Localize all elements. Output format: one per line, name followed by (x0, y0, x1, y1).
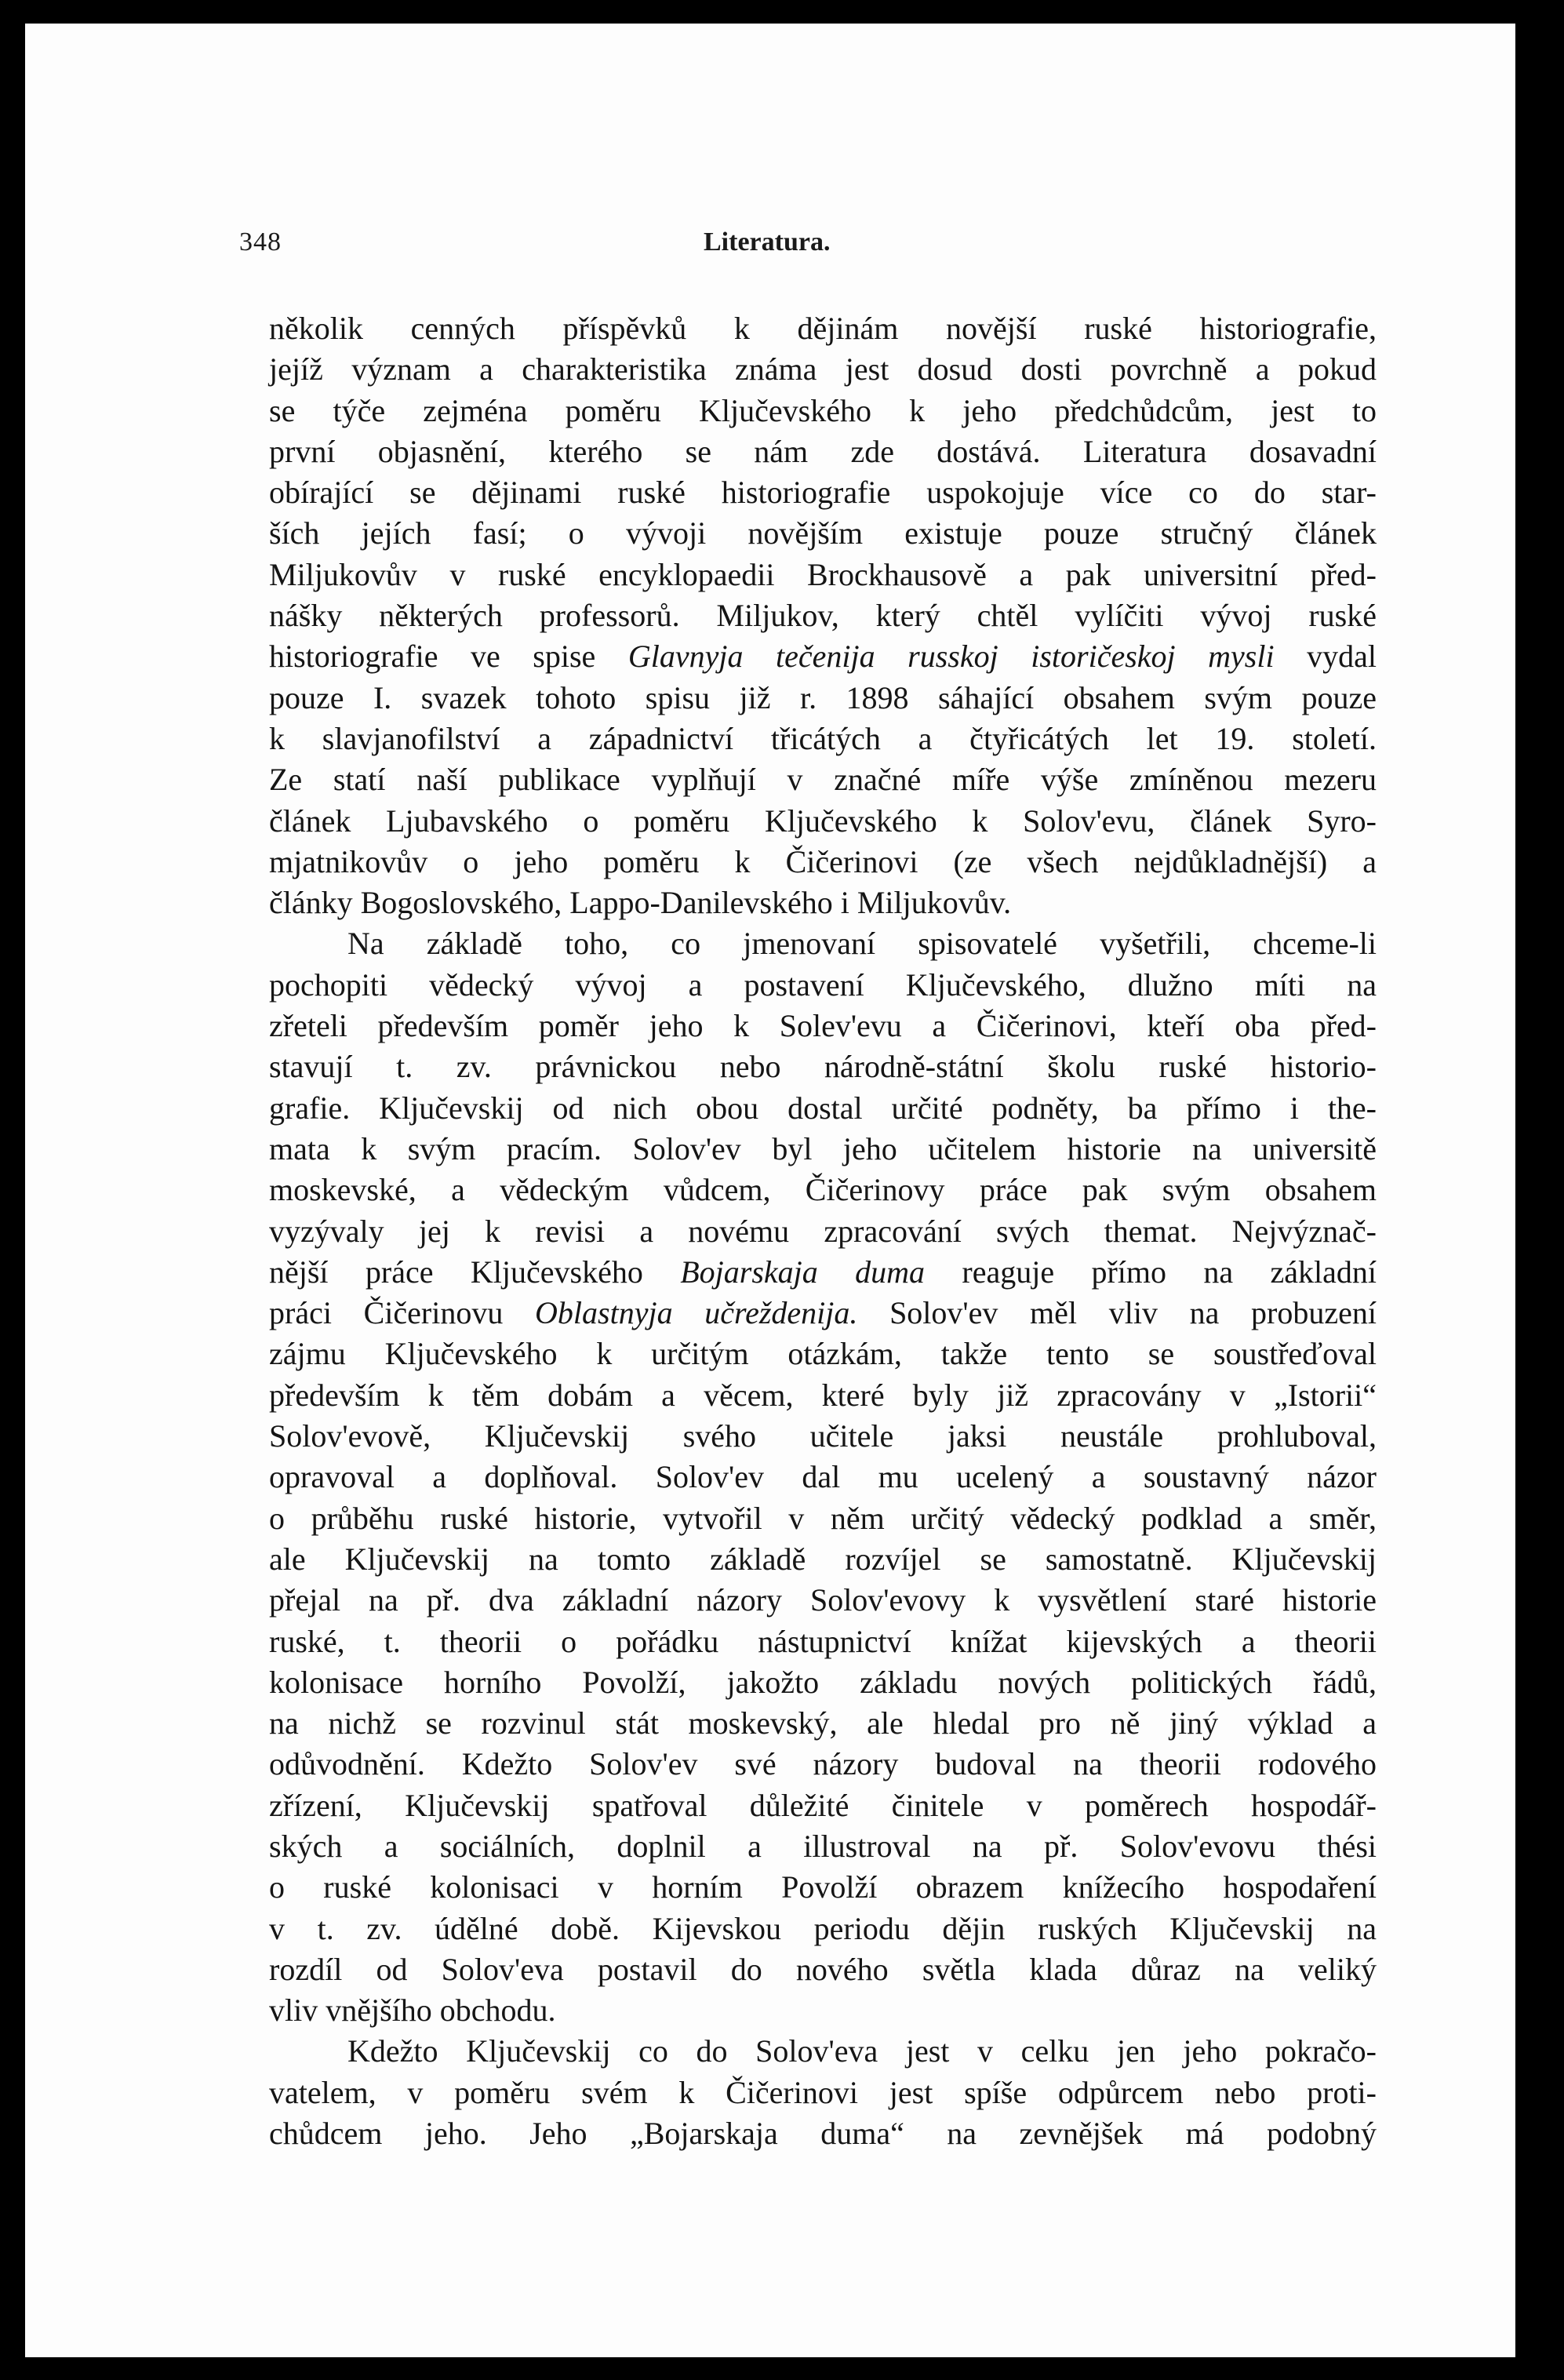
text-line: mjatnikovův o jeho poměru k Čičerinovi (ze všech nejdůkladnější) a (269, 843, 1377, 879)
page-number: 348 (239, 227, 282, 257)
scan-border (1515, 0, 1564, 2380)
text-line: pochopiti vědecký vývoj a postavení Ključevského, dlužno míti na (269, 966, 1377, 1003)
text-line: obírající se dějinami ruské historiografie uspokojuje více co do star- (269, 475, 1377, 511)
book-title: Oblastnyja učreždenija. (535, 1295, 858, 1331)
text-segment: historiografie ve spise (269, 639, 628, 675)
page-header (239, 227, 1377, 267)
text-line: jejíž význam a charakteristika známa jest dosud dosti povrchně a pokud (269, 351, 1377, 388)
text-line: zájmu Ključevského k určitým otázkám, takže tento se soustřeďoval (269, 1336, 1377, 1372)
running-title: Literatura. (704, 227, 831, 257)
text-line: o průběhu ruské historie, vytvořil v něm určitý vědecký podklad a směr, (269, 1500, 1377, 1536)
text-line: vyzývaly jej k revisi a novému zpracování svých themat. Nejvýznač- (269, 1213, 1377, 1249)
text-line: několik cenných příspěvků k dějinám novější ruské historiografie, (269, 311, 1377, 346)
text-line: rozdíl od Solov'eva postavil do nového světla klada důraz na veliký (269, 1951, 1377, 1987)
text-line: přejal na př. dva základní názory Solov'evovy k vysvětlení staré historie (269, 1582, 1377, 1618)
text-segment: vydal (1274, 639, 1377, 675)
text-line: první objasnění, kterého se nám zde dostává. Literatura dosavadní (269, 433, 1377, 469)
text-line: Solov'evově, Ključevskij svého učitele jaksi neustále prohluboval, (269, 1418, 1377, 1454)
text-line: chůdcem jeho. Jeho „Bojarskaja duma“ na zevnějšek má podobný (269, 2116, 1377, 2152)
text-line: ších jejích fasí; o vývoji novějším existuje pouze stručný článek (269, 515, 1377, 551)
text-line (269, 1293, 1377, 1334)
book-title: Bojarskaja duma (680, 1254, 926, 1290)
text-segment: reaguje přímo na základní (925, 1254, 1377, 1290)
text-line: pouze I. svazek tohoto spisu již r. 1898 sáhající obsahem svým pouze (269, 679, 1377, 715)
text-line: vliv vnějšího obchodu. (269, 1992, 556, 2029)
text-line: v t. zv. údělné době. Kijevskou periodu dějin ruských Ključevskij na (269, 1910, 1377, 1946)
text-line: se týče zejména poměru Ključevského k jeho předchůdcům, jest to (269, 392, 1377, 428)
text-line: články Bogoslovského, Lappo-Danilevského i Miljukovův. (269, 885, 1012, 921)
text-line: moskevské, a vědeckým vůdcem, Čičerinovy práce pak svým obsahem (269, 1172, 1377, 1208)
text-line (269, 636, 1377, 677)
text-line: zřízení, Ključevskij spatřoval důležité činitele v poměrech hospodář- (269, 1787, 1377, 1823)
text-line: ale Ključevskij na tomto základě rozvíjel se samostatně. Ključevskij (269, 1541, 1377, 1577)
text-line: článek Ljubavského o poměru Ključevského k Solov'evu, článek Syro- (269, 802, 1377, 839)
text-segment: práci Čičerinovu (269, 1295, 536, 1331)
text-line: grafie. Ključevskij od nich obou dostal určité podněty, ba přímo i the- (269, 1090, 1377, 1126)
text-line: Ze statí naší publikace vyplňují v značné míře výše zmíněnou mezeru (269, 762, 1377, 798)
text-line: Miljukovův v ruské encyklopaedii Brockhausově a pak universitní před- (269, 556, 1377, 592)
text-line: o ruské kolonisaci v horním Povolží obrazem knížecího hospodaření (269, 1869, 1377, 1905)
text-line: především k těm dobám a věcem, které byly již zpracovány v „Istorii“ (269, 1377, 1377, 1413)
text-line: vatelem, v poměru svém k Čičerinovi jest spíše odpůrcem nebo proti- (269, 2074, 1377, 2110)
text-line: nášky některých professorů. Miljukov, který chtěl vylíčiti vývoj ruské (269, 598, 1377, 634)
text-line: ruské, t. theorii o pořádku nástupnictví knížat kijevských a theorii (269, 1623, 1377, 1659)
text-line (269, 1252, 1377, 1293)
text-line: kolonisace horního Povolží, jakožto základu nových politických řádů, (269, 1664, 1377, 1700)
text-line: odůvodnění. Kdežto Solov'ev své názory budoval na theorii rodového (269, 1746, 1377, 1782)
text-line: ských a sociálních, doplnil a illustroval na př. Solov'evovu thési (269, 1828, 1377, 1864)
text-segment: Solov'ev měl vliv na probuzení (857, 1295, 1377, 1331)
text-line: stavují t. zv. právnickou nebo národně-státní školu ruské historio- (269, 1049, 1377, 1085)
text-line: Kdežto Ključevskij co do Solov'eva jest v celku jen jeho pokračo- (347, 2033, 1377, 2069)
text-line: na nichž se rozvinul stát moskevský, ale hledal pro ně jiný výklad a (269, 1705, 1377, 1741)
text-line: k slavjanofilství a západnictví třicátých a čtyřicátých let 19. století. (269, 720, 1377, 756)
body-text (269, 308, 1377, 2154)
book-title: Glavnyja tečenija russkoj istoričeskoj mysli (627, 639, 1275, 675)
text-line: opravoval a doplňoval. Solov'ev dal mu ucelený a soustavný názor (269, 1459, 1377, 1495)
text-line: mata k svým pracím. Solov'ev byl jeho učitelem historie na universitě (269, 1130, 1377, 1166)
text-line: Na základě toho, co jmenovaní spisovatelé vyšetřili, chceme-li (347, 926, 1377, 962)
text-segment: nější práce Ključevského (269, 1254, 681, 1290)
text-line: zřeteli především poměr jeho k Solev'evu a Čičerinovi, kteří oba před- (269, 1008, 1377, 1044)
